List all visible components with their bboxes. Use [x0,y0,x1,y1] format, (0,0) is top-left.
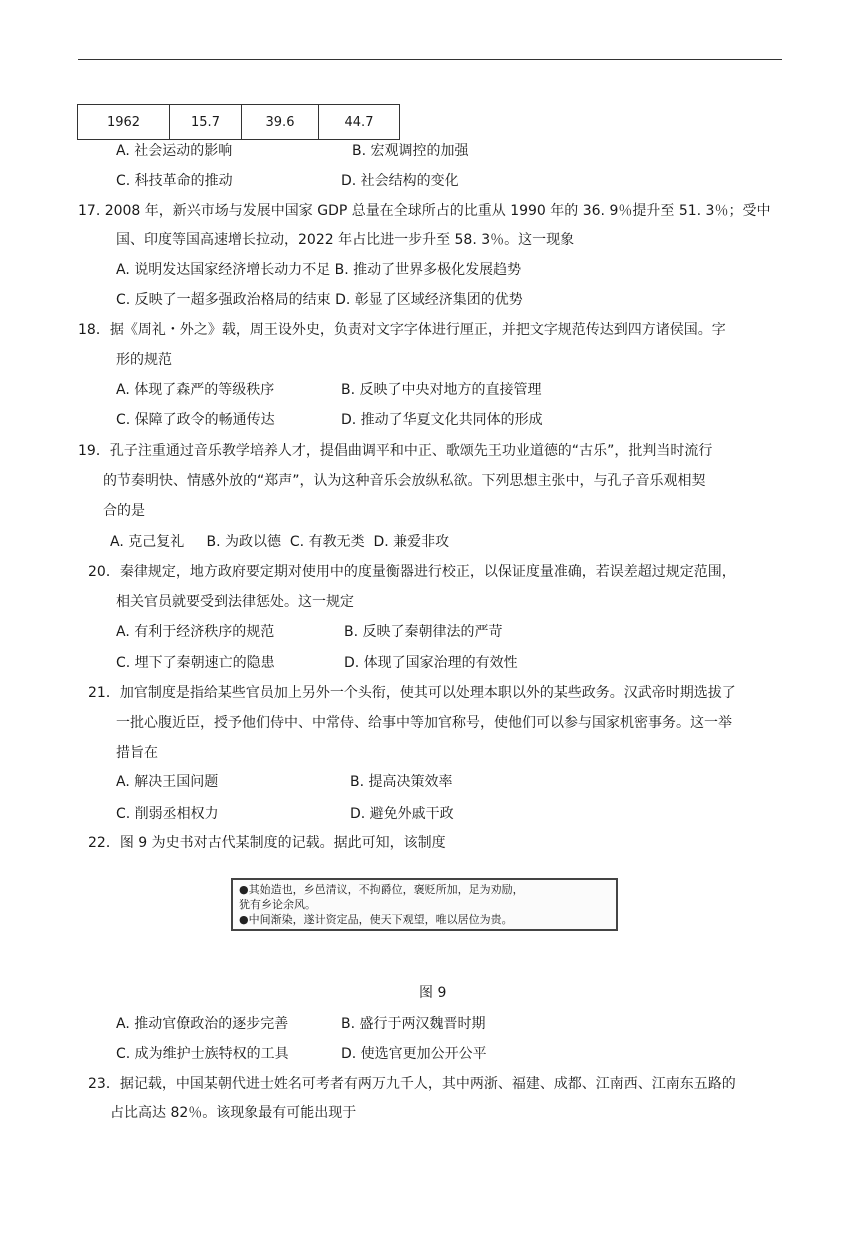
q21-stem-line-1: 21．加官制度是指给某些官员加上另外一个头衔，使其可以处理本职以外的某些政务。汉武帝时期选拔了 [88,685,736,701]
q16-option-a: A. 社会运动的影响 [116,143,233,159]
figure-9-excerpt [231,878,618,931]
q20-option-a: A. 有利于经济秩序的规范 [116,624,275,640]
q22-option-d: D. 使选官更加公开公平 [341,1046,487,1062]
q16-option-b: B. 宏观调控的加强 [352,143,469,159]
q22-stem-line-1: 22．图 9 为史书对古代某制度的记载。据此可知，该制度 [88,835,446,851]
q18-stem-line-1: 18．据《周礼・外之》载，周王设外史，负责对文字字体进行厘正，并把文字规范传达到四方诸侯国。字 [78,322,726,338]
q21-option-c: C. 削弱丞相权力 [116,806,219,822]
q22-option-c: C. 成为维护士族特权的工具 [116,1046,289,1062]
figure-caption: 图 9 [419,985,447,1001]
q17-stem-line-1: 17. 2008 年，新兴市场与发展中国家 GDP 总量在全球所占的比重从 1990 年的 36. 9％提升至 51. 3％；受中 [78,203,771,219]
q18-option-b: B. 反映了中央对地方的直接管理 [341,382,542,398]
q20-stem-line-2: 相关官员就要受到法律惩处。这一规定 [116,594,354,610]
q21-option-b: B. 提高决策效率 [350,774,453,790]
figure-text-line: 犹有乡论余风。 [239,898,316,911]
table-cell: 44.7 [319,105,400,140]
q22-option-b: B. 盛行于两汉魏晋时期 [341,1016,486,1032]
table-cell-year: 1962 [78,105,170,140]
q20-option-c: C. 埋下了秦朝速亡的隐患 [116,655,275,671]
header-rule [78,59,782,60]
q18-stem-line-2: 形的规范 [116,352,172,368]
q17-options-cd: C. 反映了一超多强政治格局的结束 D. 彰显了区域经济集团的优势 [116,292,523,308]
table-row [78,105,400,140]
q20-option-d: D. 体现了国家治理的有效性 [344,655,518,671]
data-table [77,104,400,140]
q23-stem-line-1: 23．据记载，中国某朝代进士姓名可考者有两万九千人，其中两浙、福建、成都、江南西、江南东五路的 [88,1076,736,1092]
table-cell: 39.6 [242,105,319,140]
q21-option-a: A. 解决王国问题 [116,774,219,790]
q19-stem-line-3: 合的是 [103,503,145,519]
q18-option-c: C. 保障了政令的畅通传达 [116,412,275,428]
q21-stem-line-3: 措旨在 [116,745,158,761]
q21-option-d: D. 避免外戚干政 [350,806,454,822]
q17-options-ab: A. 说明发达国家经济增长动力不足 B. 推动了世界多极化发展趋势 [116,262,522,278]
q20-stem-line-1: 20．秦律规定，地方政府要定期对使用中的度量衡器进行校正，以保证度量准确，若误差超过规定范围， [88,564,736,580]
q16-option-d: D. 社会结构的变化 [341,173,459,189]
q22-option-a: A. 推动官僚政治的逐步完善 [116,1016,289,1032]
q17-stem-line-2: 国、印度等国高速增长拉动，2022 年占比进一步升至 58. 3％。这一现象 [116,232,575,248]
figure-text-line: ●其始造也，乡邑清议，不拘爵位，褒贬所加，足为劝励， [239,883,524,896]
q19-stem-line-2: 的节奏明快、情感外放的“郑声”，认为这种音乐会放纵私欲。下列思想主张中，与孔子音乐观相契 [103,473,706,489]
q19-stem-line-1: 19．孔子注重通过音乐教学培养人才，提倡曲调平和中正、歌颂先王功业道德的“古乐”，批判当时流行 [78,443,713,459]
figure-text-line: ●中间渐染，遂计资定品，使天下观望，唯以居位为贵。 [239,913,513,926]
q20-option-b: B. 反映了秦朝律法的严苛 [344,624,503,640]
q16-option-c: C. 科技革命的推动 [116,173,233,189]
q19-options: A. 克己复礼 B. 为政以德 C. 有教无类 D. 兼爱非攻 [110,534,450,550]
q18-option-a: A. 体现了森严的等级秩序 [116,382,275,398]
q18-option-d: D. 推动了华夏文化共同体的形成 [341,412,543,428]
q23-stem-line-2: 占比高达 82％。该现象最有可能出现于 [110,1105,357,1121]
table-cell: 15.7 [170,105,242,140]
q21-stem-line-2: 一批心腹近臣，授予他们侍中、中常侍、给事中等加官称号，使他们可以参与国家机密事务。这一举 [116,715,732,731]
